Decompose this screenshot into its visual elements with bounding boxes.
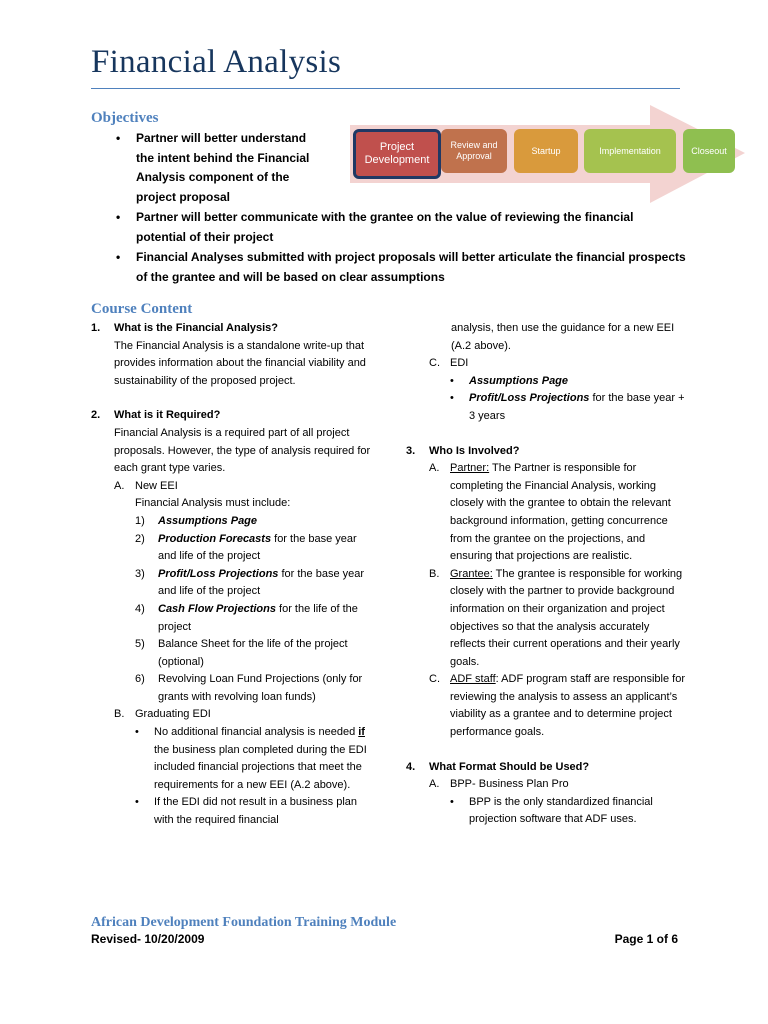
- q2-section-b: B. Graduating EDI • No additional financial analysis is needed if the business plan completed during the EDI included financial projections that meet the requirements for a new EEI (A.2 above). • If the EDI did not result in a business plan with the required financial: [114, 706, 371, 829]
- q2-b-bullet-continued: analysis, then use the guidance for a new EEI (A.2 above).: [451, 322, 675, 352]
- process-step-startup: Startup: [514, 129, 578, 173]
- q2-c-requirement-item: • Profit/Loss Projections for the base year + 3 years: [450, 392, 685, 422]
- process-diagram: [350, 105, 745, 205]
- question-4: 4. What Format Should be Used? A. BPP- Business Plan Pro • BPP is the only standardized financial projection software that ADF uses.: [406, 759, 686, 829]
- question-4-title: What Format Should be Used?: [429, 760, 590, 773]
- title-divider: [91, 88, 680, 89]
- q2-a-title: New EEI: [135, 479, 178, 492]
- footer-page-number: Page 1 of 6: [614, 932, 678, 946]
- process-step-implementation: Implementation: [584, 129, 676, 173]
- q2-a-requirement-item: 2) Production Forecasts for the base year and life of the project: [135, 532, 357, 563]
- q2-b-title: Graduating EDI: [135, 708, 211, 721]
- course-content-heading: Course Content: [91, 301, 193, 317]
- left-column: [91, 320, 371, 830]
- question-1-title: What is the Financial Analysis?: [114, 322, 279, 334]
- question-2-title: What is it Required?: [114, 409, 221, 422]
- q4-a-title: BPP- Business Plan Pro: [450, 778, 569, 791]
- q3-section-a: A. Partner: The Partner is responsible for completing the Financial Analysis, working closely with the grantee to obtain the relevant background information, getting concurrence from the grantee on the projections, and ensuring that projections are realistic.: [429, 462, 671, 563]
- question-2: 2. What is it Required? Financial Analysis is a required part of all project proposals. However, the type of analysis required for each grant type varies. A. New EEI Financial Analysis must include: 1) Assumptions Page 2) Production Forecasts for the base year and life of the project 3) Profit/Loss Projections for the base year and life of the project 4) Cash Flow Projections for the life of the project 5) Balance Sheet for the life of the project (optional) 6) Revolving Loan Fund Projections (only for grants with revolving loan funds) B. Graduating EDI • No additional financial analysis is needed if the business plan completed during the EDI included financial projections that meet the requirements for a new EEI (A.2 above). • If the EDI did not result in a business plan with the required financial: [91, 407, 371, 829]
- q2-b-bullet: • No additional financial analysis is needed if the business plan completed during the EDI included financial projections that meet the requirements for a new EEI (A.2 above).: [135, 726, 367, 791]
- objective-bullet: • Partner will better understand the intent behind the Financial Analysis component of the project proposal: [116, 129, 326, 207]
- q2-a-requirement-item: 4) Cash Flow Projections for the life of the project: [135, 602, 358, 633]
- q2-a-requirement-item: 1) Assumptions Page: [135, 514, 258, 527]
- right-column: [406, 320, 686, 829]
- q2-a-intro: Financial Analysis must include:: [135, 497, 291, 510]
- q4-a-bullet: • BPP is the only standardized financial projection software that ADF uses.: [450, 795, 653, 826]
- objectives-heading: Objectives: [91, 110, 159, 126]
- question-2-body: Financial Analysis is a required part of all project proposals. However, the type of analysis required for each grant type varies.: [114, 426, 371, 475]
- q2-a-requirement-item: 6) Revolving Loan Fund Projections (only for grants with revolving loan funds): [135, 673, 363, 703]
- question-1-body: The Financial Analysis is a standalone write-up that provides information about the financial viability and sustainability of the proposed project.: [114, 339, 366, 387]
- q3-section-c: C. ADF staff: ADF program staff are responsible for reviewing the analysis to assess an applicant’s viability as a grantee and to determine project performance goals.: [429, 673, 685, 739]
- q2-a-requirement-item: 3) Profit/Loss Projections for the base year and life of the project: [135, 567, 365, 598]
- process-step-closeout: Closeout: [683, 129, 735, 173]
- q2-c-title: EDI: [450, 357, 469, 370]
- q3-section-b: B. Grantee: The grantee is responsible for working closely with the partner to provide background information on their organization and project objectives so that the analysis accurately reflects their current operations and their yearly goals.: [429, 567, 683, 668]
- question-1: 1. What is the Financial Analysis? The Financial Analysis is a standalone write-up that provides information about the financial viability and sustainability of the proposed project.: [91, 320, 371, 390]
- process-step-project-development: Project Development: [353, 129, 441, 179]
- objective-bullet: • Partner will better communicate with the grantee on the value of reviewing the financial potential of their project: [116, 208, 686, 247]
- question-3: 3. Who Is Involved? A. Partner: The Partner is responsible for completing the Financial Analysis, working closely with the grantee to obtain the relevant background information, getting concurrence from the grantee on the projections, and ensuring that projections are realistic. B. Grantee: The grantee is responsible for working closely with the partner to provide background information on their organization and project objectives so that the analysis accurately reflects their current operations and their yearly goals. C. ADF staff: ADF program staff are responsible for reviewing the analysis to assess an applicant’s viability as a grantee and to determine project performance goals.: [406, 443, 686, 742]
- objective-bullet: • Financial Analyses submitted with project proposals will better articulate the financial prospects of the grantee and will be based on clear assumptions: [116, 248, 686, 287]
- q4-section-a: A. BPP- Business Plan Pro • BPP is the only standardized financial projection software that ADF uses.: [429, 776, 686, 829]
- q2-c-requirement-item: • Assumptions Page: [450, 374, 569, 387]
- q2-a-requirement-item: 5) Balance Sheet for the life of the project (optional): [135, 638, 348, 668]
- page-title: Financial Analysis: [91, 44, 342, 80]
- question-3-title: Who Is Involved?: [429, 444, 520, 457]
- footer-revised-date: Revised- 10/20/2009: [91, 932, 205, 946]
- process-step-review-approval: Review and Approval: [441, 129, 507, 173]
- q2-section-a: A. New EEI Financial Analysis must include: 1) Assumptions Page 2) Production Forecasts for the base year and life of the project 3) Profit/Loss Projections for the base year and life of the project 4) Cash Flow Projections for the life of the project 5) Balance Sheet for the life of the project (optional) 6) Revolving Loan Fund Projections (only for grants with revolving loan funds): [114, 478, 371, 707]
- q2-section-c: C. EDI • Assumptions Page • Profit/Loss Projections for the base year + 3 years: [406, 355, 686, 425]
- q2-b-bullet: • If the EDI did not result in a business plan with the required financial: [135, 796, 358, 827]
- footer-organization: African Development Foundation Training Module: [91, 915, 397, 930]
